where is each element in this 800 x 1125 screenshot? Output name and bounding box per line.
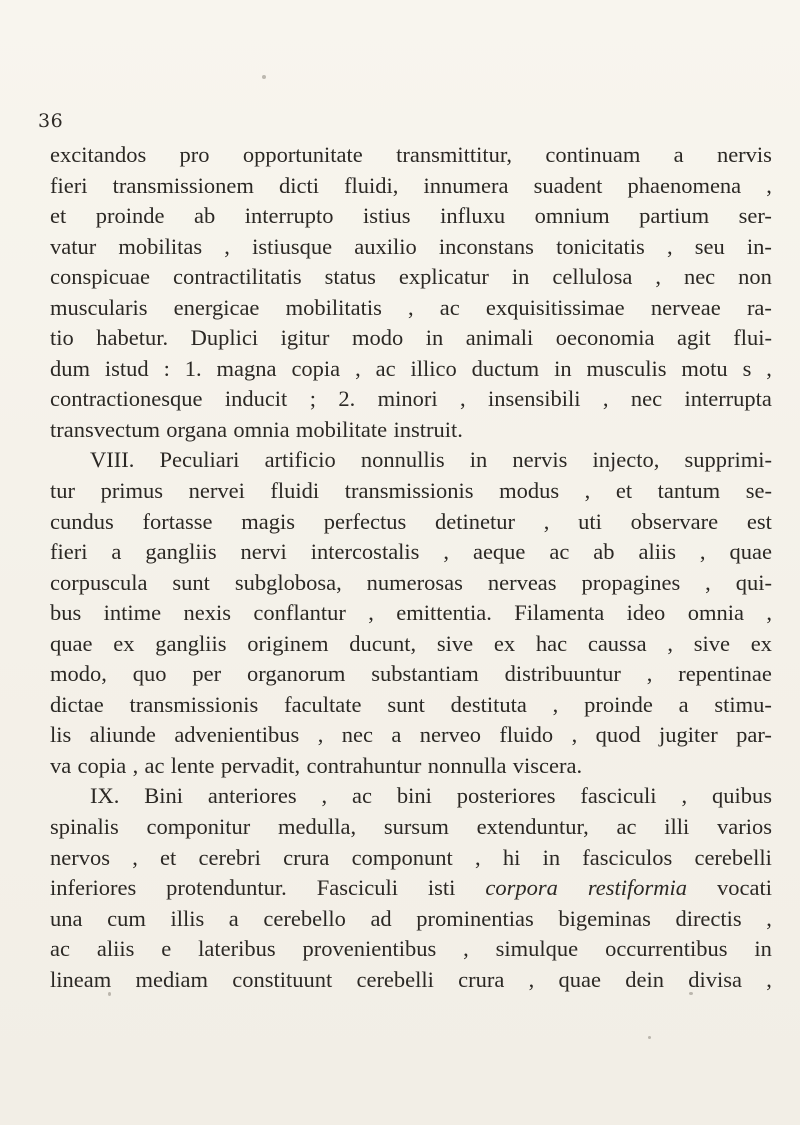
word: , <box>655 264 661 290</box>
word: intercostalis <box>310 539 420 565</box>
word: et <box>615 478 633 504</box>
word: ac <box>549 539 570 565</box>
word: divisa <box>688 966 742 992</box>
word: repentinae <box>678 661 772 687</box>
word: illi <box>664 814 690 840</box>
word: organa <box>166 416 228 442</box>
word: conspicuae <box>50 264 150 290</box>
word: sunt <box>172 569 210 595</box>
word: , <box>552 691 559 717</box>
word: bini <box>396 783 432 809</box>
word: Fasciculi <box>316 875 398 901</box>
word: dum <box>50 355 91 381</box>
word: isti <box>427 875 456 901</box>
word: ser- <box>738 203 772 229</box>
word: contractilitatis <box>172 264 302 290</box>
word: pro <box>179 142 210 167</box>
word: cerebelli <box>356 966 434 992</box>
word: , <box>681 783 688 809</box>
word: nonnulla <box>427 752 507 778</box>
word: inducit <box>224 386 288 412</box>
text-line <box>50 781 772 812</box>
word: a <box>673 142 684 167</box>
word: varios <box>716 814 772 840</box>
word: occurrentibus <box>605 936 728 962</box>
word: , <box>463 936 469 962</box>
word: vatur <box>50 233 97 259</box>
word: vocati <box>716 875 772 901</box>
word: va <box>50 752 72 778</box>
word: nerveas <box>487 569 557 595</box>
word: , <box>766 905 772 931</box>
word: lente <box>170 752 215 778</box>
word: hi <box>502 844 521 870</box>
word: proinde <box>584 691 653 717</box>
word: , <box>321 783 328 809</box>
word: injecto, <box>592 447 660 473</box>
word: nerveae <box>650 294 721 320</box>
word: facultate <box>284 691 362 717</box>
word: nerveo <box>419 722 481 748</box>
word: crura <box>283 844 330 870</box>
word: explicatur <box>398 264 489 290</box>
text-line <box>50 354 772 385</box>
word: Duplici <box>190 325 259 351</box>
word: ex <box>750 630 772 656</box>
word: , <box>705 569 711 595</box>
paper-speck <box>689 992 693 995</box>
word: sursum <box>383 814 449 840</box>
word: , <box>132 752 139 778</box>
word: : <box>163 355 170 381</box>
word: extenduntur, <box>476 814 589 840</box>
word: , <box>355 355 361 381</box>
word: ac <box>144 752 165 778</box>
word: transvectum <box>50 416 160 442</box>
word: observare <box>630 508 719 534</box>
word: corpuscula <box>50 569 148 595</box>
word: e <box>161 936 172 962</box>
paper-speck <box>108 992 111 996</box>
word: provenientibus <box>302 936 437 962</box>
word: lineam <box>50 966 112 992</box>
word: sive <box>693 630 730 656</box>
word: fortasse <box>142 508 213 534</box>
word: in <box>554 355 572 381</box>
word: substantiam <box>371 661 479 687</box>
paper-speck <box>648 1036 651 1039</box>
word: constituunt <box>232 966 333 992</box>
word: intime <box>103 600 162 626</box>
word: , <box>475 844 481 870</box>
word: insensibili <box>487 386 581 412</box>
word: componunt <box>351 844 453 870</box>
word: cerebri <box>198 844 261 870</box>
italic-word: corpora <box>485 875 558 901</box>
word: transmissionis <box>344 478 474 504</box>
word: nervis <box>716 142 772 167</box>
word: ; <box>309 386 316 412</box>
word: contrahuntur <box>306 752 422 778</box>
word: , <box>766 355 772 381</box>
word: gangliis <box>155 630 227 656</box>
word: aliis <box>638 539 676 565</box>
word: una <box>50 905 83 931</box>
word: , <box>317 722 324 748</box>
word: par- <box>736 722 772 748</box>
text-line <box>50 965 772 996</box>
word: tonicitatis <box>556 233 645 259</box>
word: VIII. <box>90 447 135 473</box>
word: protenduntur. <box>166 875 287 901</box>
text-line <box>50 751 772 782</box>
word: omnia <box>687 600 744 626</box>
word: Peculiari <box>159 447 240 473</box>
word: aliunde <box>89 722 156 748</box>
text-line <box>50 904 772 935</box>
word: crura <box>458 966 505 992</box>
text-line <box>50 384 772 415</box>
word: simulque <box>495 936 579 962</box>
word: lateribus <box>198 936 276 962</box>
word: tantum <box>657 478 721 504</box>
word: fieri <box>50 172 88 198</box>
word: , <box>584 478 591 504</box>
word: dein <box>625 966 664 992</box>
word: auxilio <box>354 233 417 259</box>
word: transmissionis <box>129 691 259 717</box>
word: habetur. <box>96 325 169 351</box>
word: contractionesque <box>50 386 203 412</box>
word: energicae <box>173 294 260 320</box>
word: fieri <box>50 539 88 565</box>
word: sunt <box>387 691 425 717</box>
word: ac <box>616 814 637 840</box>
word: 1. <box>184 355 202 381</box>
paper-speck <box>262 75 266 79</box>
word: posteriores <box>456 783 556 809</box>
word: in- <box>746 233 772 259</box>
word: a <box>678 691 689 717</box>
word: , <box>766 600 772 626</box>
word: 2. <box>338 386 356 412</box>
word: omnia <box>233 416 290 442</box>
body-text <box>50 140 772 995</box>
word: cundus <box>50 508 114 534</box>
text-line <box>50 934 772 965</box>
word: anteriores <box>207 783 297 809</box>
word: transmittitur, <box>396 142 513 167</box>
text-line <box>50 140 772 171</box>
word: , <box>571 722 578 748</box>
word: inconstans <box>438 233 534 259</box>
word: qui- <box>735 569 772 595</box>
word: originem <box>247 630 329 656</box>
word: fluidi <box>270 478 320 504</box>
word: , <box>132 844 138 870</box>
word: , <box>543 508 550 534</box>
text-line <box>50 720 772 751</box>
word: mobilitas <box>118 233 203 259</box>
word: fasciculos <box>582 844 673 870</box>
word: quod <box>595 722 641 748</box>
word: status <box>324 264 376 290</box>
word: mediam <box>135 966 208 992</box>
word: magna <box>216 355 277 381</box>
word: seu <box>694 233 725 259</box>
text-line <box>50 323 772 354</box>
word: quae <box>729 539 772 565</box>
word: in <box>542 844 561 870</box>
word: , <box>646 661 653 687</box>
word: dicti <box>278 172 319 198</box>
word: destituta <box>450 691 527 717</box>
word: magis <box>241 508 296 534</box>
word: fluidi, <box>344 172 399 198</box>
word: subglobosa, <box>234 569 342 595</box>
word: istius <box>363 203 411 229</box>
word: , <box>766 966 772 992</box>
word: , <box>766 172 772 198</box>
text-line <box>50 568 772 599</box>
word: , <box>667 630 673 656</box>
word: bus <box>50 600 82 626</box>
word: stimu- <box>714 691 772 717</box>
word: ac <box>439 294 460 320</box>
word: musculis <box>586 355 667 381</box>
word: exquisitissimae <box>485 294 625 320</box>
word: illis <box>170 905 205 931</box>
word: illico <box>410 355 457 381</box>
word: , <box>528 966 535 992</box>
word: instruit. <box>393 416 463 442</box>
word: partium <box>639 203 710 229</box>
word: Bini <box>144 783 184 809</box>
word: interrupta <box>684 386 772 412</box>
word: nervi <box>240 539 287 565</box>
word: cerebelli <box>694 844 772 870</box>
word: quae <box>50 630 93 656</box>
text-line <box>50 659 772 690</box>
word: influxu <box>440 203 506 229</box>
word: , <box>459 386 466 412</box>
word: a <box>228 905 239 931</box>
word: nexis <box>183 600 232 626</box>
word: , <box>666 233 673 259</box>
word: uti <box>578 508 602 534</box>
word: animali <box>465 325 534 351</box>
text-line <box>50 293 772 324</box>
word: numerosas <box>366 569 463 595</box>
word: se- <box>745 478 772 504</box>
word: omnium <box>534 203 610 229</box>
word: nervis <box>512 447 568 473</box>
text-line <box>50 873 772 904</box>
page-number: 36 <box>38 110 64 132</box>
word: nervei <box>188 478 245 504</box>
word: copia <box>291 355 341 381</box>
text-line <box>50 262 772 293</box>
word: fluido <box>499 722 554 748</box>
word: opportunitate <box>242 142 363 167</box>
word: sive <box>436 630 474 656</box>
text-line <box>50 812 772 843</box>
word: nervos <box>50 844 110 870</box>
word: nec <box>683 264 716 290</box>
word: ab <box>593 539 615 565</box>
word: istiusque <box>252 233 333 259</box>
text-line <box>50 507 772 538</box>
word: medulla, <box>277 814 357 840</box>
word: in <box>511 264 530 290</box>
word: a <box>111 539 122 565</box>
word: minori <box>377 386 438 412</box>
word: muscularis <box>50 294 148 320</box>
word: et <box>50 203 67 229</box>
word: hac <box>535 630 568 656</box>
word: spinalis <box>50 814 119 840</box>
word: ac <box>375 355 396 381</box>
word: nec <box>630 386 663 412</box>
word: ductum <box>471 355 540 381</box>
word: cellulosa <box>552 264 633 290</box>
word: excitandos <box>50 142 147 167</box>
word: supprimi- <box>684 447 772 473</box>
word: oeconomia <box>555 325 655 351</box>
word: ex <box>113 630 135 656</box>
word: prominentias <box>416 905 534 931</box>
word: in <box>754 936 772 962</box>
word: quo <box>132 661 167 687</box>
word: dictae <box>50 691 104 717</box>
text-line <box>50 690 772 721</box>
word: copia <box>77 752 127 778</box>
text-line <box>50 629 772 660</box>
word: perfectus <box>323 508 407 534</box>
word: cerebello <box>263 905 346 931</box>
word: mobilitate <box>295 416 388 442</box>
word: bigeminas <box>558 905 651 931</box>
word: tur <box>50 478 75 504</box>
word: lis <box>50 722 72 748</box>
word: in <box>469 447 488 473</box>
word: , <box>443 539 450 565</box>
word: istud <box>104 355 149 381</box>
word: advenientibus <box>174 722 300 748</box>
word: propagines <box>581 569 681 595</box>
word: s <box>742 355 752 381</box>
word: suadent <box>533 172 603 198</box>
word: et <box>160 844 177 870</box>
text-line <box>50 201 772 232</box>
word: quibus <box>711 783 772 809</box>
text-line <box>50 843 772 874</box>
word: conflantur <box>253 600 346 626</box>
word: , <box>224 233 230 259</box>
word: primus <box>100 478 164 504</box>
word: componitur <box>146 814 251 840</box>
text-line <box>50 232 772 263</box>
word: est <box>746 508 772 534</box>
word: igitur <box>280 325 330 351</box>
italic-word: restiformia <box>587 875 688 901</box>
word: pervadit, <box>220 752 301 778</box>
word: Filamenta <box>514 600 605 626</box>
word: nec <box>341 722 373 748</box>
word: , <box>699 539 706 565</box>
text-line <box>50 415 772 446</box>
word: cum <box>107 905 146 931</box>
word: artificio <box>264 447 336 473</box>
word: tio <box>50 325 74 351</box>
word: distribuuntur <box>504 661 621 687</box>
word: nonnullis <box>360 447 445 473</box>
word: viscera. <box>512 752 583 778</box>
text-line <box>50 445 772 476</box>
word: gangliis <box>145 539 217 565</box>
word: modo <box>351 325 404 351</box>
word: ex <box>493 630 516 656</box>
word: innumera <box>423 172 509 198</box>
text-line <box>50 476 772 507</box>
word: transmissionem <box>112 172 254 198</box>
word: flui- <box>733 325 772 351</box>
word: ac <box>351 783 372 809</box>
word: fasciculi <box>580 783 657 809</box>
word: ra- <box>746 294 772 320</box>
text-line <box>50 171 772 202</box>
word: , <box>408 294 414 320</box>
word: ideo <box>626 600 666 626</box>
word: interrupto <box>244 203 334 229</box>
word: inferiores <box>50 875 137 901</box>
word: continuam <box>545 142 641 167</box>
word: mobilitatis <box>285 294 382 320</box>
word: per <box>192 661 222 687</box>
word: proinde <box>95 203 165 229</box>
word: ac <box>50 936 70 962</box>
word: quae <box>558 966 601 992</box>
word: motu <box>681 355 728 381</box>
word: phaenomena <box>627 172 742 198</box>
word: non <box>738 264 772 290</box>
word: ab <box>194 203 216 229</box>
word: modo, <box>50 661 107 687</box>
word: modus <box>499 478 560 504</box>
word: ducunt, <box>349 630 417 656</box>
word: jugiter <box>659 722 718 748</box>
word: aeque <box>472 539 526 565</box>
word: a <box>391 722 402 748</box>
word: organorum <box>247 661 346 687</box>
word: in <box>425 325 444 351</box>
word: ad <box>370 905 392 931</box>
word: directis <box>675 905 742 931</box>
word: IX. <box>90 783 120 809</box>
word: , <box>602 386 609 412</box>
word: agit <box>676 325 711 351</box>
word: , <box>368 600 374 626</box>
word: aliis <box>96 936 135 962</box>
text-line <box>50 537 772 568</box>
word: caussa <box>587 630 647 656</box>
word: detinetur <box>435 508 515 534</box>
text-line <box>50 598 772 629</box>
word: emittentia. <box>396 600 492 626</box>
